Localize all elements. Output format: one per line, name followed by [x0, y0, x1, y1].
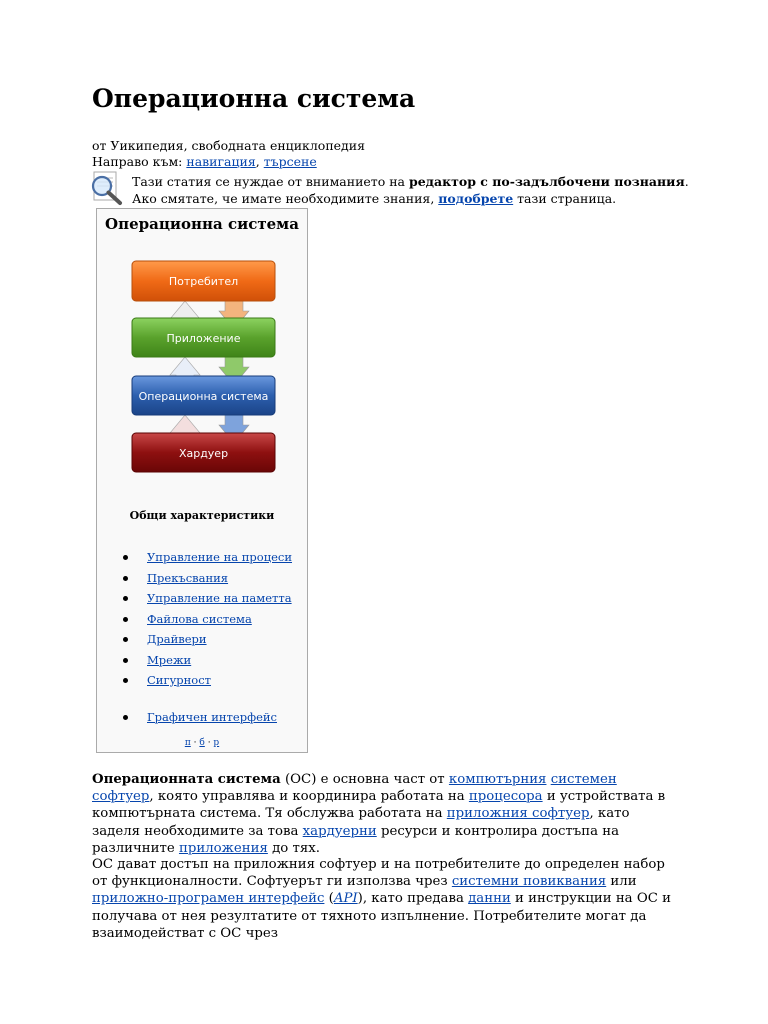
nav-sep: · [204, 738, 214, 748]
feature-link-security[interactable]: Сигурност [147, 673, 212, 687]
link-system-software[interactable]: системен софтуер [92, 772, 617, 805]
para-text: ресурси и контролира достъпа на различните [92, 823, 620, 856]
svg-text:Операционна система: Операционна система [138, 390, 269, 403]
notice-line-2 [132, 190, 692, 207]
template-discuss-link[interactable]: б [199, 738, 205, 748]
jump-to-label: Направо към: [92, 154, 187, 169]
magnifier-icon [88, 170, 126, 206]
feature-link-memory[interactable]: Управление на паметта [147, 591, 292, 605]
infobox-title: Операционна система [105, 215, 299, 233]
link-applications[interactable]: приложения [178, 840, 268, 856]
template-edit-link[interactable]: р [213, 738, 220, 748]
nav-sep: · [190, 738, 200, 748]
notice-end: тази страница. [513, 191, 617, 206]
svg-text:Хардуер: Хардуер [178, 447, 229, 460]
para-text: , като заделя необходимите за това [92, 806, 630, 839]
feature-link-gui[interactable]: Графичен интерфейс [147, 709, 277, 724]
list-item [123, 670, 292, 691]
svg-text:Приложение: Приложение [166, 332, 241, 345]
improve-link[interactable]: подобрете [438, 191, 514, 206]
infobox-nav [97, 738, 307, 748]
list-item [123, 609, 292, 630]
layer-operating-system [132, 376, 275, 415]
jump-separator: , [255, 154, 264, 169]
site-subtitle: от Уикипедия, свободната енциклопедия [92, 138, 365, 153]
layer-hardware [132, 433, 275, 472]
para-bold: Операционната система [92, 772, 281, 787]
paragraph-functionality [92, 856, 672, 942]
feature-link-processes[interactable]: Управление на процеси [147, 550, 293, 564]
para-text: , която управлява и координира работата на [149, 789, 469, 805]
notice-text-2: Ако смятате, че имате необходимите знания, [132, 191, 439, 206]
para-text: до тях. [267, 840, 320, 856]
para-text: или [606, 874, 637, 890]
feature-link-networks[interactable]: Мрежи [147, 652, 192, 667]
link-api-full[interactable]: приложно-програмен интерфейс [92, 891, 325, 907]
jump-navigation-link[interactable]: навигация [186, 154, 256, 169]
para-text: и устройствата в компютърната система. Тя обслужва работата на [92, 789, 666, 822]
notice-period: . [684, 174, 689, 189]
para-text: ОС дават достъп на приложния софтуер и на потребителите до определен набор от функционалности. Софтуерът ги използва чрез [92, 857, 665, 890]
list-item [123, 629, 292, 650]
feature-list [123, 547, 292, 727]
feature-link-interrupts[interactable]: Прекъсвания [147, 570, 229, 585]
template-view-link[interactable]: п [184, 738, 191, 748]
para-text: и инструкции на ОС и получава от нея резултатите от тяхното изпълнение. Потребителите могат да взаимодействат с ОС чрез [92, 891, 672, 941]
list-item [123, 588, 292, 609]
jump-search-link[interactable]: търсене [263, 154, 317, 169]
link-system-calls[interactable]: системни повиквания [451, 874, 607, 890]
link-data[interactable]: данни [468, 891, 511, 907]
page-title: Операционна система [92, 84, 416, 113]
feature-link-drivers[interactable]: Драйвери [147, 632, 207, 646]
link-hardware[interactable]: хардуерни [302, 823, 377, 839]
layer-application [132, 318, 275, 357]
jump-to-line [92, 154, 317, 170]
link-processor[interactable]: процесора [468, 789, 543, 805]
notice-text: Тази статия се нуждае от вниманието на [132, 174, 409, 189]
list-item [123, 707, 292, 728]
os-layers-diagram [97, 249, 309, 489]
list-item [123, 568, 292, 589]
link-application-software[interactable]: приложния софтуер [446, 806, 590, 822]
para-text: ), като предава [357, 891, 469, 907]
notice-emphasis: редактор с по-задълбочени познания [408, 174, 685, 189]
infobox-heading: Общи характеристики [129, 509, 275, 522]
svg-text:Потребител: Потребител [168, 275, 239, 288]
link-api[interactable]: API [333, 891, 358, 907]
paragraph-intro [92, 771, 672, 857]
editor-notice [132, 173, 692, 207]
list-item [123, 547, 292, 568]
para-text: (ОС) е основна част от [280, 772, 449, 787]
layer-user [132, 261, 275, 301]
notice-line-1 [132, 173, 692, 190]
list-item [123, 650, 292, 671]
feature-link-filesystem[interactable]: Файлова система [147, 611, 252, 626]
link-computer[interactable]: компютърния [448, 772, 547, 787]
para-text: ( [324, 891, 334, 907]
infobox [96, 208, 308, 753]
